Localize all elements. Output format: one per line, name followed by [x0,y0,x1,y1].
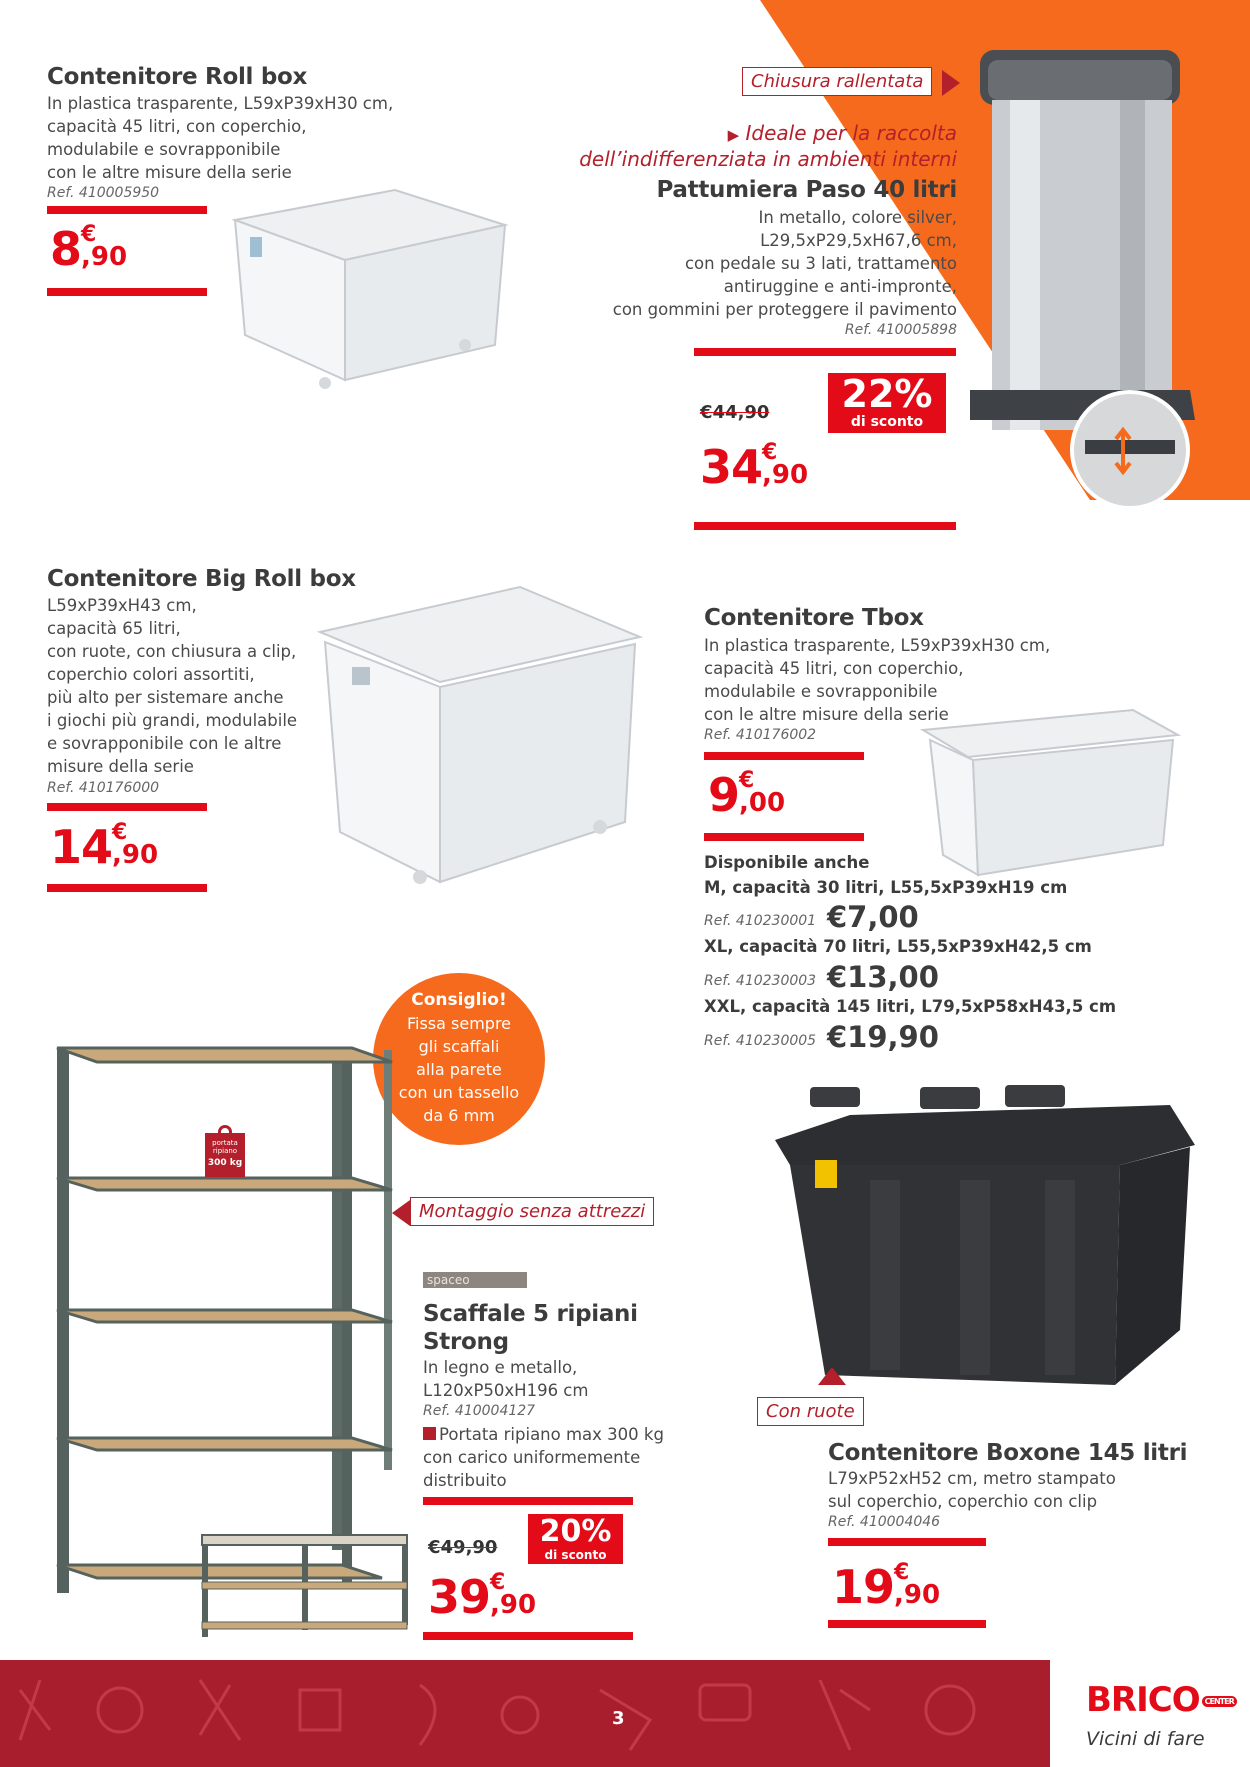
pattumiera-old-price: €44,90 [700,402,770,423]
scaffale-portata: Portata ripiano max 300 kg con carico uniformemente distribuito [423,1425,664,1490]
scaffale-tag-montaggio: Montaggio senza attrezzi [410,1197,654,1226]
footer-tools-pattern [0,1660,1050,1767]
scaffale-title: Scaffale 5 ripiani Strong [423,1301,638,1355]
pattumiera-discount-badge: 22% di sconto [828,373,946,433]
roll-box-description: In plastica trasparente, L59xP39xH30 cm, capacità 45 litri, con coperchio, modulabile e sovrapponibile con le altre misure della serie [47,94,394,182]
page-number: 3 [612,1708,625,1729]
roll-box-price-top-line [47,206,207,214]
big-roll-box-description: L59xP39xH43 cm, capacità 65 litri, con ruote, con chiusura a clip, coperchio colori assortiti, più alto per sistemare anche i giochi più grandi, modulabile e sovrapponibile con le altre misure della serie [47,596,298,776]
tbox-variant-xl-desc: XL, capacità 70 litri, L55,5xP39xH42,5 cm [704,937,1092,956]
boxone-price-top-line [828,1538,986,1546]
tbox-variant-m-desc: M, capacità 30 litri, L55,5xP39xH19 cm [704,878,1068,897]
pattumiera-callout: ▶ Ideale per la raccolta dell’indifferenziata in ambienti interni [579,121,957,171]
weight-small-icon [423,1427,436,1440]
scaffale-description: In legno e metallo, L120xP50xH196 cm [423,1358,589,1400]
pattumiera-title: Pattumiera Paso 40 litri [656,177,957,203]
tbox-title: Contenitore Tbox [704,605,924,631]
tbox-ref: Ref. 410176002 [704,727,817,743]
tbox-description: In plastica trasparente, L59xP39xH30 cm, capacità 45 litri, con coperchio, modulabile e sovrapponibile con le altre misure della serie [704,636,1051,724]
tbox-variant-xxl-price: €19,90 [827,1020,939,1054]
scaffale-old-price: €49,90 [428,1537,498,1558]
tbox-variant-xl-ref: Ref. 410230003 [704,973,817,989]
big-roll-box-title: Contenitore Big Roll box [47,566,356,592]
roll-box-price: 8 € ,90 [50,222,128,276]
boxone-description: L79xP52xH52 cm, metro stampato sul coperchio, coperchio con clip [828,1469,1116,1511]
big-roll-box-image [310,582,650,897]
boxone-price: 19 € ,90 [832,1560,941,1614]
tag-arrow-right-icon [942,70,960,96]
footer-slogan: Vicini di fare [1086,1728,1205,1750]
consiglio-title: Consiglio! [411,990,507,1010]
big-roll-box-ref: Ref. 410176000 [47,780,160,796]
pattumiera-tag-chiusura: Chiusura rallentata [742,67,932,96]
boxone-tag-ruote: Con ruote [757,1397,864,1426]
tbox-image [918,705,1183,880]
consiglio-circle: Consiglio! Fissa sempre gli scaffali alla parete con un tassello da 6 mm [373,973,545,1145]
boxone-price-bottom-line [828,1620,986,1628]
boxone-image [770,1085,1200,1405]
pattumiera-image [970,40,1215,510]
roll-box-price-bottom-line [47,288,207,296]
big-roll-box-price-bottom-line [47,884,207,892]
brico-logo: BRICO CENTER [1086,1680,1237,1720]
tbox-variant-xxl-desc: XXL, capacità 145 litri, L79,5xP58xH43,5 cm [704,997,1117,1016]
roll-box-image [225,185,515,395]
scaffale-price-top-line [423,1497,633,1505]
scaffale-brand-logo: spaceo [423,1272,527,1288]
scaffale-price: 39 € ,90 [428,1570,537,1624]
tbox-variant-m-price: €7,00 [827,900,919,934]
tbox-variant-xxl-ref: Ref. 410230005 [704,1033,817,1049]
roll-box-title: Contenitore Roll box [47,64,308,90]
tbox-variant-xl-price: €13,00 [827,960,939,994]
pattumiera-price: 34 € ,90 [700,440,809,494]
big-roll-box-price-top-line [47,803,207,811]
scaffale-discount-badge: 20% di sconto [528,1514,623,1564]
tbox-also-available-title: Disponibile anche [704,853,870,872]
tbox-price-top-line [704,752,864,760]
scaffale-price-bottom-line [423,1632,633,1640]
pattumiera-description: In metallo, colore silver, L29,5xP29,5xH67,6 cm, con pedale su 3 lati, trattamento antiruggine e anti-impronte, con gommini per proteggere il pavimento [612,208,957,319]
footer-logo-area [1050,1660,1250,1767]
weight-icon: portata ripiano 300 kg [205,1125,245,1177]
tbox-price-bottom-line [704,833,864,841]
big-roll-box-price: 14 € ,90 [50,820,159,874]
pattumiera-ref: Ref. 410005898 [844,322,957,338]
pattumiera-price-bottom-line [694,522,956,530]
boxone-title: Contenitore Boxone 145 litri [828,1440,1188,1466]
pattumiera-price-top-line [694,348,956,356]
tbox-variant-m-ref: Ref. 410230001 [704,913,817,929]
tbox-price: 9 € ,00 [708,768,786,822]
boxone-ref: Ref. 410004046 [828,1514,941,1530]
scaffale-ref: Ref. 410004127 [423,1403,536,1419]
roll-box-ref: Ref. 410005950 [47,185,160,201]
tag-arrow-left-icon [392,1200,410,1226]
